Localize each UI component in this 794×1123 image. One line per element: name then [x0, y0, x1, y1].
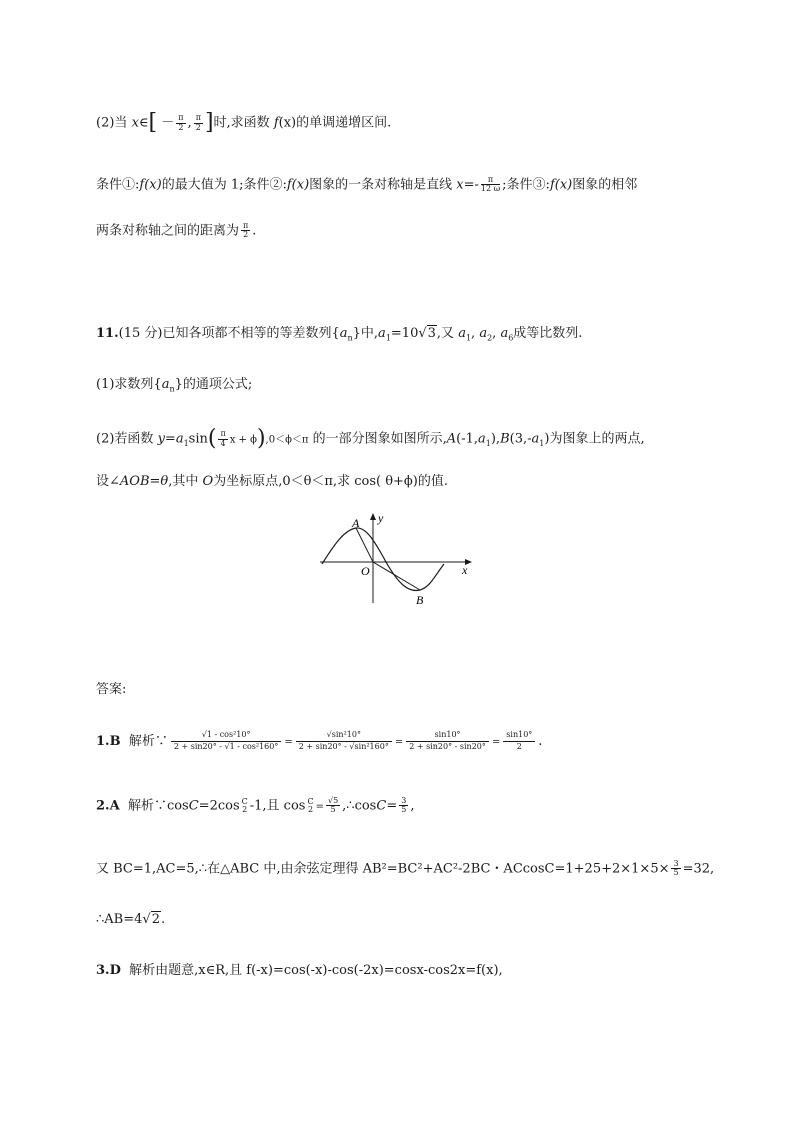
pi-over-4: $\frac{\pi}{4}$	[220, 429, 226, 448]
answer-2-line-2: 又 BC=1,AC=5,∴在△ABC 中,由余弦定理得 AB²=BC²+AC²-2BC・ACcosC=1+25+2×1×5× $\frac{3}{5}$ =32,	[96, 859, 715, 878]
answer-2-line-3: ∴AB=4√2.	[96, 912, 166, 927]
conditions-line-1: 条件①:f(x)的最大值为 1;条件②:f(x)图象的一条对称轴是直线 x=- $\frac{\pi}{12 \omega}$ ;条件③:f(x)图象的相邻	[96, 175, 638, 194]
pi-over-12-omega: $\frac{\pi}{12 \omega}$	[480, 175, 501, 194]
label-B: B	[416, 593, 424, 605]
q11-sub2-line2: 设∠AOB=θ,其中 O为坐标原点,0＜θ＜π,求 cos( θ+ϕ)的值.	[96, 474, 448, 489]
sine-graph-figure	[316, 505, 476, 605]
segment-OB	[373, 562, 420, 590]
label-O: O	[361, 564, 370, 578]
pi-half: $\frac{\pi}{2}$	[195, 113, 201, 132]
sine-curve	[322, 528, 444, 591]
segment-OA	[356, 528, 373, 562]
q11-sub2: (2)若函数 $y=a_1\sin$( $\frac{\pi}{4}$ x + ϕ),0＜ϕ＜π 的一部分图象如图所示$,A(-1,a_1),B(3,-a_1)$为图象上的两点,	[96, 426, 645, 451]
left-bracket: [	[148, 110, 158, 135]
label-A: A	[352, 516, 360, 530]
conditions-line-2: 两条对称轴之间的距离为 $\frac{\pi}{2}$ .	[96, 221, 257, 240]
label-y: y	[378, 511, 384, 525]
neg-pi-half: $\frac{\pi}{2}$	[178, 113, 184, 132]
pi-half-distance: $\frac{\pi}{2}$	[243, 221, 249, 240]
answer-2: 2.A 解析∵cosC=2cos C 2 -1,且 cos C 2 = $\frac{√5}{5}$ ,∴cosC= $\frac{3}{5}$ ,	[96, 796, 415, 815]
answer-1: 1.B 解析∵ $\frac{\text{√1 - cos²10°}}{\text{2 + sin20° - √1 - cos²160°}}$ = $\frac{\text{√sin²10°}}{\text{2 + sin20° - √sin²160°}}$ = $\frac{\sin 10^\circ}{2 + \sin 20^\circ - \sin 20^\circ}$ = $\frac{\sin 10^\circ}{2}$ .	[96, 730, 543, 751]
label-x: x	[462, 563, 468, 577]
answers-heading: 答案:	[96, 682, 127, 697]
q11-sub1: (1)求数列$\{a_n\}$的通项公式;	[96, 377, 253, 394]
part2-line: (2)当 x∈[ － $\frac{\pi}{2}$ , $\frac{\pi}{2}$ ]时,求函数 f(x)的单调递增区间.	[96, 110, 392, 135]
y-axis-arrow	[370, 513, 376, 520]
right-bracket: ]	[204, 110, 214, 135]
answer-3: 3.D 解析由题意,x∈R,且 f(-x)=cos(-x)-cos(-2x)=cosx-cos2x=f(x),	[96, 963, 503, 978]
q11-stem: 11.(15 分)已知各项都不相等的等差数列$\{a_n\}$中$,a_1=10√3$,又 $a_1$, $a_2$, $a_6$成等比数列.	[96, 326, 583, 343]
